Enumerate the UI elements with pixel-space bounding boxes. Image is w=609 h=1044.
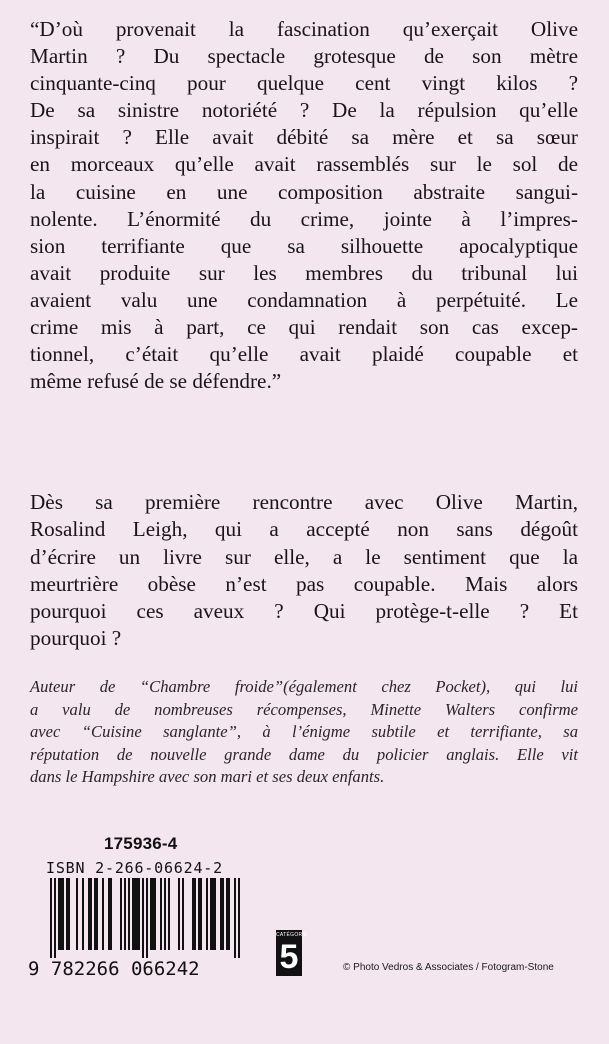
barcode-bar bbox=[168, 878, 170, 950]
barcode-bar bbox=[68, 878, 70, 950]
synopsis-line: Dès sa première rencontre avec Olive Martin, bbox=[30, 490, 578, 514]
author-bio-line: a valu de nombreuses récompenses, Minette Walters confirme bbox=[30, 699, 578, 719]
barcode-bar bbox=[164, 878, 166, 950]
synopsis-line: Rosalind Leigh, qui a accepté non sans dégoût bbox=[30, 517, 578, 542]
barcode-bar bbox=[182, 878, 184, 950]
barcode-bar bbox=[102, 878, 104, 950]
barcode-bar bbox=[96, 878, 98, 950]
barcode-bar bbox=[50, 878, 52, 958]
barcode-bar bbox=[54, 878, 56, 958]
quote-line: crime mis à part, ce qui rendait son cas excep- bbox=[30, 315, 578, 340]
author-bio-line: réputation de nouvelle grande dame du policier anglais. Elle vit bbox=[30, 744, 578, 764]
author-bio-line: Auteur de “Chambre froide”(également chez Pocket), qui lui bbox=[30, 677, 578, 696]
barcode-bar bbox=[194, 878, 196, 950]
barcode-bar bbox=[192, 878, 194, 950]
barcode-bar bbox=[128, 878, 130, 950]
barcode-bar bbox=[58, 878, 60, 950]
barcode-bar bbox=[142, 878, 144, 958]
barcode-bar bbox=[154, 878, 156, 950]
barcode-bar bbox=[234, 878, 236, 958]
synopsis-line: meurtrière obèse n’est pas coupable. Mais alors bbox=[30, 571, 578, 596]
barcode-bar bbox=[136, 878, 138, 950]
barcode-bar bbox=[152, 878, 154, 950]
quote-line: avait produite sur les membres du tribunal lui bbox=[30, 260, 578, 285]
barcode-bar bbox=[178, 878, 180, 950]
quote-line: nolente. L’énormité du crime, jointe à l’impres- bbox=[30, 206, 578, 231]
synopsis-line: d’écrire un livre sur elle, a le sentiment que la bbox=[30, 544, 578, 569]
barcode-bar bbox=[220, 878, 222, 950]
category-badge bbox=[276, 930, 308, 976]
barcode bbox=[28, 878, 254, 958]
barcode-bar bbox=[222, 878, 224, 950]
barcode-bar bbox=[238, 878, 240, 958]
barcode-bar bbox=[134, 878, 136, 950]
barcode-bar bbox=[198, 878, 200, 950]
barcode-bar bbox=[146, 878, 148, 958]
quote-line: inspirait ? Elle avait débité sa mère et sa sœur bbox=[30, 125, 578, 150]
quote-line: même refusé de se défendre.” bbox=[30, 369, 282, 394]
quote-line: sion terrifiante que sa silhouette apocalyptique bbox=[30, 233, 578, 258]
barcode-bar bbox=[82, 878, 84, 950]
barcode-bar bbox=[228, 878, 230, 950]
barcode-bar bbox=[94, 878, 96, 950]
synopsis-paragraph bbox=[30, 489, 578, 653]
category-label: CATÉGORIE bbox=[276, 932, 308, 938]
barcode-bar bbox=[76, 878, 78, 950]
barcode-bar bbox=[60, 878, 62, 950]
quote-line: tionnel, c’était qu’elle avait plaidé coupable et bbox=[30, 342, 578, 367]
author-bio bbox=[30, 676, 578, 789]
author-bio-line: dans le Hampshire avec son mari et ses deux enfants. bbox=[30, 767, 385, 786]
barcode-digits: 9 782266 066242 bbox=[28, 958, 200, 980]
author-bio-line: avec “Cuisine sanglante”, à l’énigme subtile et terrifiante, sa bbox=[30, 722, 578, 741]
quote-line: De sa sinistre notoriété ? De la répulsion qu’elle bbox=[30, 98, 578, 123]
barcode-bar bbox=[214, 878, 216, 950]
barcode-bar bbox=[66, 878, 68, 950]
excerpt-quote bbox=[30, 16, 578, 395]
quote-line: cinquante-cinq pour quelque cent vingt kilos ? bbox=[30, 71, 578, 96]
barcode-bar bbox=[206, 878, 208, 950]
product-code: 175936-4 bbox=[104, 834, 178, 853]
barcode-bar bbox=[132, 878, 134, 950]
quote-line: en morceaux qu’elle avait rassemblés sur le sol de bbox=[30, 152, 578, 177]
photo-credit: © Photo Vedros & Associates / Fotogram-Stone bbox=[343, 962, 554, 973]
barcode-bar bbox=[200, 878, 202, 950]
barcode-bar bbox=[108, 878, 110, 950]
barcode-bar bbox=[88, 878, 90, 950]
barcode-bar bbox=[62, 878, 64, 950]
quote-line: “D’où provenait la fascination qu’exerçait Olive bbox=[30, 17, 578, 41]
barcode-bar bbox=[210, 878, 212, 950]
barcode-bar bbox=[138, 878, 140, 950]
barcode-bar bbox=[150, 878, 152, 950]
quote-line: Martin ? Du spectacle grotesque de son mètre bbox=[30, 44, 578, 69]
barcode-bar bbox=[120, 878, 122, 950]
isbn-number: ISBN 2-266-06624-2 bbox=[46, 859, 223, 877]
category-number: 5 bbox=[279, 938, 299, 976]
quote-line: avaient valu une condamnation à perpétuité. Le bbox=[30, 287, 578, 312]
barcode-bar bbox=[124, 878, 126, 950]
barcode-bar bbox=[90, 878, 92, 950]
synopsis-line: pourquoi ? bbox=[30, 626, 122, 651]
barcode-bar bbox=[212, 878, 214, 950]
barcode-bar bbox=[160, 878, 162, 950]
barcode-bar bbox=[226, 878, 228, 950]
quote-line: la cuisine en une composition abstraite sangui- bbox=[30, 179, 578, 204]
synopsis-line: pourquoi ces aveux ? Qui protège-t-elle ? Et bbox=[30, 599, 578, 624]
barcode-bar bbox=[110, 878, 112, 950]
